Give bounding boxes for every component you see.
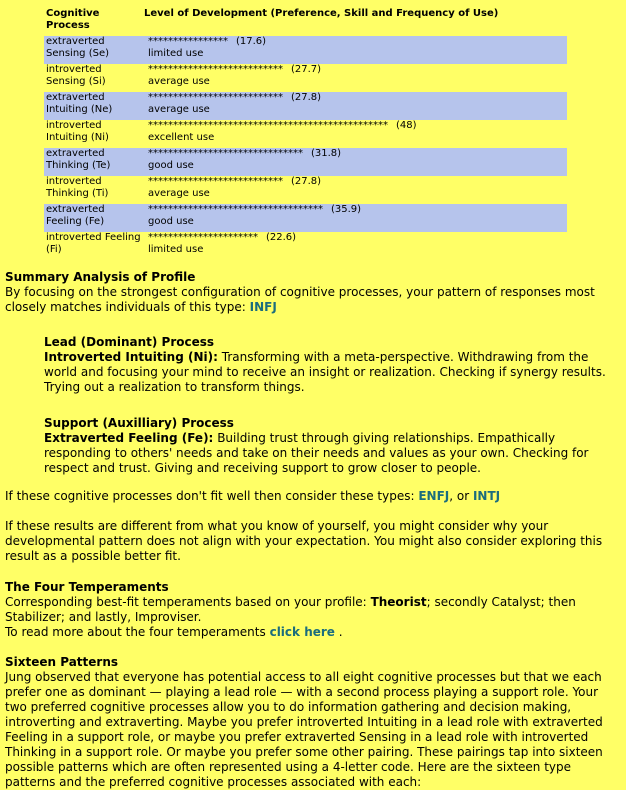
process-name: extraverted Sensing (Se) xyxy=(44,36,144,64)
process-name: extraverted Feeling (Fe) xyxy=(44,204,144,232)
alt-type-1: ENFJ xyxy=(418,489,450,503)
level-cell xyxy=(144,232,567,260)
level-stars: ************************************************ xyxy=(148,120,388,131)
summary-text: By focusing on the strongest configuration of cognitive processes, your pattern of responses most closely matches individuals of this type: INFJ xyxy=(5,285,595,314)
level-stars: ******************************* xyxy=(148,148,303,159)
level-cell xyxy=(144,64,567,92)
support-title: Support (Auxilliary) Process xyxy=(44,416,234,430)
table-row xyxy=(44,36,567,64)
table-row xyxy=(44,92,567,120)
table-row xyxy=(44,176,567,204)
sixteen-text: Jung observed that everyone has potential access to all eight cognitive processes but that we each prefer one as dominant — playing a lead role — with a second process playing a support role. Your two preferred cognitive processes allow you to do information gathering and decision making, introverting and extraverting. Maybe you prefer introverted Intuiting in a lead role with extraverted Feeling in a support role, or maybe you prefer extraverted Sensing in a lead role with introverted Thinking in a support role. Or maybe you prefer some other pairing. These pairings tap into sixteen possible patterns which are often represented using a 4-letter code. Here are the sixteen type patterns and the preferred cognitive processes associated with each: xyxy=(5,670,603,789)
lead-text: Introverted Intuiting (Ni): Transforming with a meta-perspective. Withdrawing from the world and focusing your mind to receive an insight or realization. Checking if synergy results. Trying out a realization to transform things. xyxy=(44,350,606,394)
level-cell xyxy=(144,148,567,176)
lead-section xyxy=(44,335,617,395)
best-fit-type: INFJ xyxy=(249,300,277,314)
level-cell xyxy=(144,204,567,232)
level-label: average use xyxy=(148,104,210,115)
level-score: (48) xyxy=(396,120,417,131)
support-text: Extraverted Feeling (Fe): Building trust through giving relationships. Empathically responding to others' needs and take on their needs and values as your own. Checking for respect and trust. Giving and receiving support to grow closer to people. xyxy=(44,431,589,475)
level-score: (22.6) xyxy=(266,232,297,243)
process-name: introverted Sensing (Si) xyxy=(46,64,106,87)
process-name: introverted Thinking (Ti) xyxy=(46,176,109,199)
table-row xyxy=(44,120,567,148)
level-stars: ********************** xyxy=(148,232,258,243)
level-cell xyxy=(144,92,567,120)
profile-content xyxy=(5,270,617,790)
process-name: introverted Feeling (Fi) xyxy=(46,232,141,255)
table-header-row xyxy=(44,7,567,36)
sixteen-title: Sixteen Patterns xyxy=(5,655,119,669)
temperaments-text: Corresponding best-fit temperaments based on your profile: Theorist; secondly Catalyst; then Stabilizer; and lastly, Improviser. xyxy=(5,595,576,624)
level-score: (27.8) xyxy=(291,92,322,103)
table-row xyxy=(44,148,567,176)
process-name: introverted Intuiting (Ni) xyxy=(46,120,109,143)
level-label: average use xyxy=(148,188,210,199)
col-header-level: Level of Development (Preference, Skill and Frequency of Use) xyxy=(144,8,499,19)
level-score: (31.8) xyxy=(311,148,342,159)
level-score: (27.8) xyxy=(291,176,322,187)
level-label: average use xyxy=(148,76,210,87)
click-here-link[interactable]: click here xyxy=(269,625,335,639)
support-section xyxy=(44,416,617,476)
level-stars: *************************** xyxy=(148,64,283,75)
level-score: (17.6) xyxy=(236,36,267,47)
process-name: extraverted Intuiting (Ne) xyxy=(44,92,144,120)
summary-title: Summary Analysis of Profile xyxy=(5,270,196,284)
level-stars: **************** xyxy=(148,36,228,47)
level-label: good use xyxy=(148,216,194,227)
col-header-process: Cognitive Process xyxy=(46,8,100,31)
table-row xyxy=(44,204,567,232)
level-stars: *************************** xyxy=(148,176,283,187)
table-row xyxy=(44,64,567,92)
level-cell xyxy=(144,176,567,204)
level-stars: *********************************** xyxy=(148,204,323,215)
level-cell xyxy=(144,120,567,148)
temperaments-title: The Four Temperaments xyxy=(5,580,169,594)
process-name: extraverted Thinking (Te) xyxy=(44,148,144,176)
level-label: good use xyxy=(148,160,194,171)
temperaments-read-more: To read more about the four temperaments click here . xyxy=(5,625,343,639)
level-score: (35.9) xyxy=(331,204,362,215)
different-results-text: If these results are different from what you know of yourself, you might consider why your developmental pattern does not align with your expectation. You might also consider exploring this result as a possible better fit. xyxy=(5,519,603,563)
level-label: limited use xyxy=(148,48,204,59)
table-row xyxy=(44,232,567,260)
level-label: limited use xyxy=(148,244,204,255)
alt-types: If these cognitive processes don't fit well then consider these types: ENFJ, or INTJ xyxy=(5,489,501,503)
cognitive-process-table xyxy=(44,7,567,260)
alt-type-2: INTJ xyxy=(472,489,501,503)
level-label: excellent use xyxy=(148,132,215,143)
level-score: (27.7) xyxy=(291,64,322,75)
lead-title: Lead (Dominant) Process xyxy=(44,335,215,349)
level-stars: *************************** xyxy=(148,92,283,103)
level-cell xyxy=(144,36,567,64)
